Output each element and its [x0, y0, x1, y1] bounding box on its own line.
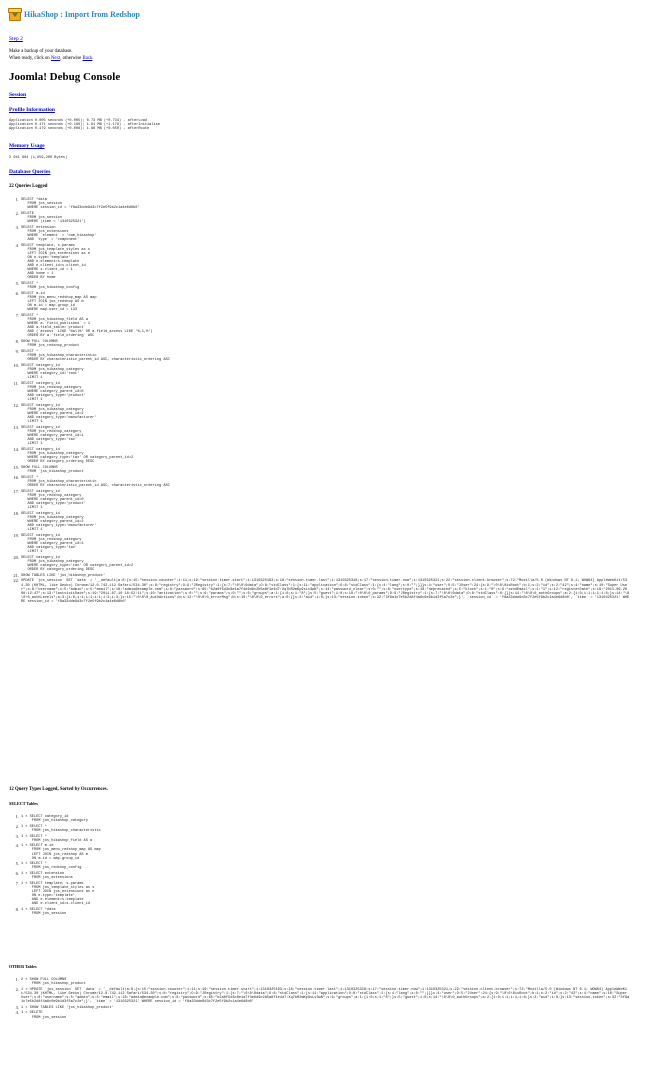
database-queries-link[interactable]: Database Queries [9, 169, 51, 175]
query-text: SELECT * FROM jos_hikashop_characteristic ORDER BY characteristic_parent_id ASC, characteristic_ordering ASC [21, 475, 170, 488]
query-types-count: 12 Query Types Logged, Sorted by Occurrences. [9, 787, 108, 792]
query-number: 20. [13, 554, 19, 560]
query-item [13, 882, 101, 907]
query-number: 19. [13, 532, 19, 538]
query-item [13, 579, 631, 604]
query-text: SELECT * FROM jos_hikashop_characteristic ORDER BY characteristic_parent_id ASC, characteristic_ordering ASC [21, 349, 170, 363]
query-number: 21. [13, 572, 19, 578]
session-link[interactable]: Session [9, 92, 27, 98]
query-list [13, 198, 631, 606]
queries-count: 22 Queries Logged [9, 184, 48, 189]
query-number: 16. [13, 474, 19, 480]
select-tables-heading: SELECT Tables [9, 801, 38, 806]
query-text: SELECT * FROM jos_hikashop_field AS a WHERE a.`field_published` = 1 AND a.field_table=`product` AND (`access` LIKE '%all%' OR a.field_access LIKE '%,1,%') ORDER BY a.`field_ordering` ASC [21, 314, 153, 339]
query-item [13, 862, 101, 870]
query-number: 2. [15, 210, 19, 216]
query-item [13, 198, 631, 210]
query-item [13, 466, 631, 474]
query-item [13, 364, 631, 380]
query-number: 4. [15, 242, 19, 248]
query-item [13, 212, 631, 224]
query-number: 2. [15, 823, 19, 829]
query-text: SHOW TABLES LIKE 'jos_hikashop_product' [21, 573, 106, 578]
query-item [13, 350, 631, 362]
query-number: 6. [15, 871, 19, 877]
query-number: 12. [13, 402, 19, 408]
query-number: 3. [15, 224, 19, 230]
query-text: 1 × SELECT m.id FROM jos_menu_redshop_map AS map LEFT JOIN jos_redshop AS m ON m.id = map.group_id [21, 844, 101, 861]
query-item [13, 314, 631, 339]
query-text: 1 × SELECT *data FROM jos_session [21, 908, 67, 917]
query-number: 10. [13, 362, 19, 368]
query-text: SHOW FULL COLUMNS FROM jos_redshop_product [21, 340, 80, 349]
query-item [13, 512, 631, 532]
query-item [13, 1006, 631, 1010]
query-number: 1. [15, 197, 19, 202]
other-types-list [13, 978, 631, 1021]
query-item [13, 534, 631, 554]
debug-console-title: Joomla! Debug Console [9, 71, 121, 83]
query-text: DELETE FROM jos_session WHERE (time < '1310325321') [21, 211, 86, 225]
query-text: 1 × SELECT * FROM jos_hikashop_field AS a [21, 834, 93, 843]
select-types-list [13, 815, 101, 918]
query-item [13, 448, 631, 464]
query-number: 3. [15, 833, 19, 839]
page-title: HikaShop : Import from Redshop [24, 9, 140, 19]
query-item [13, 292, 631, 312]
memory-usage-link[interactable]: Memory Usage [9, 143, 45, 149]
query-number: 15. [13, 464, 19, 470]
query-item [13, 340, 631, 348]
query-number: 6. [15, 290, 19, 296]
query-number: 5. [15, 281, 19, 287]
other-tables-heading: OTHER Tables [9, 964, 37, 969]
query-text: SELECT category_id FROM jos_redshop_category WHERE category_parent_id=1 AND category_type='tax' LIMIT 1 [21, 425, 84, 447]
query-item [13, 872, 101, 880]
query-text: SELECT extension FROM jos_extensions WHERE `element` = 'com_hikashop' AND `type` = 'component' [21, 225, 97, 243]
query-number: 7. [15, 880, 19, 886]
query-item [13, 574, 631, 578]
query-number: 3. [15, 1004, 19, 1010]
query-number: 1. [15, 977, 19, 982]
query-item [13, 282, 631, 290]
ready-note [9, 56, 94, 61]
query-item [13, 404, 631, 424]
query-text: SELECT category_id FROM jos_hikashop_category WHERE category_parent_id=2 AND category_type='manufacturer' LIMIT 1 [21, 511, 97, 533]
profile-line: Application 0.179 seconds (+0.008); 1.96 MB (+0.050) - afterRoute [9, 127, 150, 132]
query-number: 22. [13, 578, 19, 584]
query-text: 1 × SELECT template, s.params FROM jos_template_styles as s LEFT JOIN jos_extensions as e ON e.type='template' AND e.element=s.template AND e.client_id=s.client_id [21, 881, 95, 907]
query-item [13, 476, 631, 488]
query-text: 1 × SELECT extension FROM jos_extensions [21, 872, 73, 881]
query-text: SELECT category_id FROM jos_hikashop_category WHERE category_id='root' LIMIT 1 [21, 363, 84, 381]
query-number: 4. [15, 1010, 19, 1016]
step-2-link[interactable]: Step 2 [9, 36, 23, 42]
query-text: SHOW FULL COLUMNS FROM `jos_hikashop_product` [21, 465, 86, 475]
ready-note-prefix: When ready, click on [9, 56, 51, 61]
memory-value: 2 041 904 (1,959,200 Bytes) [9, 156, 68, 160]
query-item [13, 490, 631, 510]
query-text: SELECT category_id FROM jos_hikashop_category WHERE category_parent_id=2 AND category_type='manufacturer' LIMIT 1 [21, 403, 97, 425]
backup-note: Make a backup of your database. [9, 49, 73, 54]
query-number: 7. [15, 313, 19, 318]
query-number: 8. [15, 339, 19, 345]
query-item [13, 226, 631, 242]
query-text: SELECT category_id FROM jos_hikashop_category WHERE category_type='tax' OR category_parent_id=2 ORDER BY category_ordering DESC [21, 555, 134, 573]
query-item [13, 978, 631, 986]
query-number: 17. [13, 488, 19, 494]
query-text: UPDATE `jos_session` SET `data` = '__default|a:8:{s:15:"session.counter";i:11;s:19:"session.timer.start";i:1310325193;s:18:"session.timer.last";i:1310325318;s:17:"session.timer.now";i:1310325321;s:22:"session.client.browser";s:72:"Mozilla/5.0 (Windows NT 6.1; WOW64) AppleWebKit/534.30 (KHTML, like Gecko) Chrome/12.0.742.112 Safari/534.30";s:8:"registry";O:9:"JRegistry":1:{s:7:"\0\0\0data";O:8:"stdClass":1:{s:11:"application";O:8:"stdClass":1:{s:4:"lang";s:0:"";}}}s:4:"user";O:5:"JUser":24:{s:9:"\0\0\0isRoot";b:1;s:2:"id";s:2:"42";s:4:"name";s:10:"Super User";s:8:"username";s:5:"admin";s:5:"email";s:18:"admin@example.com";s:8:"password";s:65:"b2a0f5d3c8e1a7f4e6d9c2b5a8f1e4d7:Xq7bR2mKp9sLv3wN";s:14:"password_clear";s:0:"";s:8:"usertype";s:10:"deprecated";s:5:"block";s:1:"0";s:9:"sendEmail";s:1:"1";s:12:"registerDate";s:19:"2011-06-20 08:12:47";s:13:"lastvisitDate";s:19:"2011-07-10 18:52:11";s:10:"activation";s:0:"";s:6:"params";s:0:"";s:6:"groups";a:1:{i:0;s:1:"8";}s:5:"guest";i:0;s:10:"\0\0\0_params";O:9:"JRegistry":1:{s:7:"\0\0\0data";O:8:"stdClass":0:{}}s:14:"\0\0\0_authGroups";a:2:{i:0;i:1;i:1;i:8;}s:14:"\0\0\0_authLevels";a:3:{i:0;i:1;i:1;i:1;i:2;i:3;}s:15:"\0\0\0_authActions";N;s:12:"\0\0\0_errorMsg";N;s:10:"\0\0\0_errors";a:0:{}s:3:"aid";i:0;}s:13:"session.token";s:32:"3f9a1c7e5b2d8f4a6c0e9b1d3f5a7c2e";}', `session_id` = 'f8a33dde9d3c7f2e5f9b2c1a4e6d8b0', `time` = '1310325321' WHERE session_id = 'f8a33dde9d3c7f2e5f9b2c1a4e6d8b0' [21, 579, 630, 604]
query-text: SELECT m.id FROM jos_menu_redshop_map AS map LEFT JOIN jos_redshop AS m ON m.id = map.group_id WHERE map.user_id = 133 [21, 291, 97, 313]
query-text: 1 × SELECT category_id FROM jos_hikashop_category [21, 815, 88, 824]
ready-note-suffix: . [92, 56, 94, 61]
back-link[interactable]: Back [82, 56, 93, 61]
query-item [13, 382, 631, 402]
profile-lines [9, 119, 160, 131]
query-number: 13. [13, 424, 19, 430]
query-item [13, 815, 101, 823]
query-text: 1 × SHOW TABLES LIKE 'jos_hikashop_product' [21, 1005, 114, 1010]
query-number: 5. [15, 861, 19, 867]
query-item [13, 908, 101, 916]
query-text: SELECT template, s.params FROM jos_template_styles as s LEFT JOIN jos_extensions as e ON e.type='template' AND e.element=s.template AND e.client_id=s.client_id WHERE s.client_id = 1 AND home = 1 ORDER BY home [21, 243, 91, 281]
hikashop-logo-icon [8, 8, 21, 20]
ready-note-middle: , otherwise [60, 56, 83, 61]
query-text: 2 × SHOW FULL COLUMNS FROM jos_hikashop_product [21, 978, 86, 987]
profile-information-link[interactable]: Profile Information [9, 107, 55, 113]
query-text: SELECT category_id FROM jos_redshop_category WHERE category_parent_id=0 AND category_type='product' LIMIT 1 [21, 489, 86, 510]
query-number: 11. [13, 380, 19, 386]
app-header [8, 6, 140, 22]
query-number: 14. [13, 446, 19, 452]
query-number: 4. [15, 843, 19, 849]
profile-line: Application 0.005 seconds (+0.005); 0.73 MB (+0.734) - afterLoad [9, 119, 148, 123]
query-number: 18. [13, 510, 19, 516]
query-item [13, 844, 101, 860]
query-text: 1 × UPDATE `jos_session` SET `data` = '__default|a:8:{s:15:"session.counter";i:11;s:19:"session.timer.start";i:1310325193;s:18:"session.timer.last";i:1310325318;s:17:"session.timer.now";i:1310325321;s:22:"session.client.browser";s:72:"Mozilla/5.0 (Windows NT 6.1; WOW64) AppleWebKit/534.30 (KHTML, like Gecko) Chrome/12.0.742.112 Safari/534.30";s:8:"registry";O:9:"JRegistry":1:{s:7:"\0\0\0data";O:8:"stdClass":1:{s:11:"application";O:8:"stdClass":1:{s:4:"lang";s:0:"";}}}s:4:"user";O:5:"JUser":24:{s:9:"\0\0\0isRoot";b:1;s:2:"id";s:2:"42";s:4:"name";s:10:"Super User";s:8:"username";s:5:"admin";s:5:"email";s:18:"admin@example.com";s:8:"password";s:65:"b2a0f5d3c8e1a7f4e6d9c2b5a8f1e4d7:Xq7bR2mKp9sLv3wN";s:6:"groups";a:1:{i:0;s:1:"8";}s:5:"guest";i:0;s:14:"\0\0\0_authGroups";a:2:{i:0;i:1;i:1;i:8;}s:3:"aid";i:0;}s:13:"session.token";s:32:"3f9a1c7e5b2d8f4a6c0e9b1d3f5a7c2e";}', `time` = '1310325321' WHERE session_id = 'f8a33dde9d3c7f2e5f9b2c1a4e6d8b0' [21, 987, 630, 1005]
query-item [13, 988, 631, 1004]
query-text: SELECT * FROM jos_hikashop_config [21, 282, 80, 291]
query-item [13, 1011, 631, 1019]
query-item [13, 825, 101, 833]
query-text: 1 × DELETE FROM jos_session [21, 1011, 67, 1020]
profile-line: Application 0.171 seconds (+0.166); 1.91 MB (+1.179) - afterInitialise [9, 123, 160, 128]
query-text: SELECT category_id FROM jos_redshop_category WHERE category_parent_id=1 AND category_type='tax' LIMIT 1 [21, 533, 84, 555]
query-text: SELECT *data FROM jos_session WHERE session_id = 'f8a33dde9d3c7f2e5f9b2c1a4e6d8b0' [21, 198, 140, 211]
query-item [13, 244, 631, 281]
query-number: 1. [15, 814, 19, 819]
next-link[interactable]: Next [50, 56, 61, 61]
query-text: 1 × SELECT * FROM jos_hikashop_characteristic [21, 824, 101, 833]
query-text: SELECT category_id FROM jos_redshop_category WHERE category_parent_id=0 AND category_type='product' LIMIT 1 [21, 381, 86, 403]
query-number: 2. [15, 986, 19, 992]
query-text: SELECT category_id FROM jos_hikashop_category WHERE category_type='tax' OR category_parent_id=2 ORDER BY category_ordering DESC [21, 447, 134, 465]
query-number: 9. [15, 348, 19, 354]
query-item [13, 426, 631, 446]
query-text: 1 × SELECT * FROM jos_redshop_config [21, 862, 82, 871]
query-item [13, 835, 101, 843]
query-item [13, 556, 631, 572]
query-number: 8. [15, 907, 19, 913]
